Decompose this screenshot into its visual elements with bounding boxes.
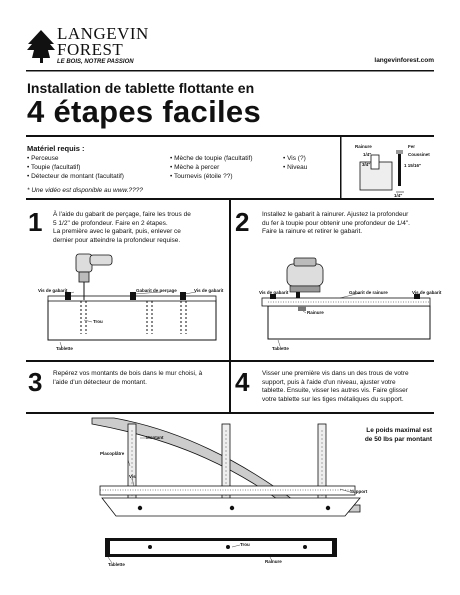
text-line: Faire la rainure et retirer le gabarit. xyxy=(262,228,363,235)
label-vis-gabarit-right-1: Vis de gabarit xyxy=(194,288,224,293)
profile-dim-right: 1 15/16" xyxy=(404,163,422,168)
text-line: Le poids maximal est xyxy=(366,427,432,434)
label-gabarit-percage: Gabarit de perçage xyxy=(136,288,177,293)
list-item: • Mèche de toupie (facultatif) xyxy=(170,155,253,162)
text-line: Visser une première vis dans un des trous de votre xyxy=(262,370,409,377)
label-trou-1: Trou xyxy=(93,319,103,324)
list-item: • Niveau xyxy=(283,164,308,171)
profile-dim-bottom: 1/4" xyxy=(394,193,403,198)
video-note: * Une vidéo est disponible au www.???? xyxy=(27,187,143,194)
text-line: de 50 lbs par montant xyxy=(364,435,432,443)
materials-col1 xyxy=(27,154,124,181)
text-line: À l'aide du gabarit de perçage, faire les trous de xyxy=(53,211,191,218)
page-title: 4 étapes faciles xyxy=(27,94,261,129)
step-number-3: 3 xyxy=(28,367,43,397)
label-placoplatre: Placoplâtre xyxy=(100,451,125,456)
text-line: Repérez vos montants de bois dans le mur choisi, à xyxy=(53,370,203,377)
step-text-2 xyxy=(262,211,410,237)
label-tablette-5: Tablette xyxy=(108,562,125,567)
website-link[interactable]: langevinforest.com xyxy=(374,57,434,64)
step-number-2: 2 xyxy=(235,207,250,237)
text-line: l'aide d'un détecteur de montant. xyxy=(53,378,147,386)
label-vis-gabarit-left-2: Vis de gabarit xyxy=(259,290,289,295)
shelf-top-view-diagram xyxy=(105,538,337,563)
brand-name-line2: FOREST xyxy=(57,40,124,59)
label-rainure-5: Rainure xyxy=(265,559,282,564)
label-tablette-2: Tablette xyxy=(272,346,289,351)
label-trou-5: Trou xyxy=(240,542,250,547)
brand-name-line1: LANGEVIN xyxy=(57,24,149,43)
label-tablette-1: Tablette xyxy=(56,346,73,351)
label-vis-gabarit-left-1: Vis de gabarit xyxy=(38,288,68,293)
brand-tagline: LE BOIS, NOTRE PASSION xyxy=(57,59,134,65)
list-item: • Vis (?) xyxy=(283,155,306,162)
list-item: • Tournevis (étoile ??) xyxy=(170,173,233,180)
drill-icon xyxy=(76,254,112,300)
profile-rainure-label: Rainure xyxy=(355,144,372,149)
label-vis: Vis xyxy=(129,474,136,479)
profile-dim-side: 3/4" xyxy=(362,162,371,167)
text-line: tablette. Ensuite, visser les autres vis. Faire glisser xyxy=(262,387,408,394)
list-item: • Toupie (facultatif) xyxy=(27,164,81,171)
text-line: votre tablette sur les tiges métaliques du support. xyxy=(262,395,404,403)
router-icon xyxy=(287,258,323,298)
label-vis-gabarit-right-2: Vis de gabarit xyxy=(412,290,442,295)
profile-fer-label: Fer xyxy=(408,144,416,149)
label-gabarit-rainure: Gabarit de rainure xyxy=(349,290,388,295)
text-line: dernier pour atteindre la profondeur requise. xyxy=(53,236,181,244)
step-text-3 xyxy=(53,370,202,387)
label-support: Support xyxy=(350,489,368,494)
text-line: La première avec le gabarit, puis, enlever ce xyxy=(53,228,181,235)
list-item: • Mèche à percer xyxy=(170,164,220,171)
step-text-4 xyxy=(262,370,409,404)
text-line: Installez le gabarit à rainurer. Ajustez la profondeur xyxy=(262,211,409,218)
label-rainure-2: Rainure xyxy=(307,310,324,315)
profile-coussinet-label: Coussinet xyxy=(408,152,430,157)
step-number-1: 1 xyxy=(28,207,43,237)
list-item: • Perceuse xyxy=(27,155,59,162)
profile-dim-top: 1/4" xyxy=(363,152,372,157)
router-diagram xyxy=(262,258,430,346)
list-item: • Détecteur de montant (facultatif) xyxy=(27,173,124,180)
page-subtitle: Installation de tablette flottante en xyxy=(27,80,255,96)
text-line: 5 1/2" de profondeur. Faire en 2 étapes. xyxy=(53,219,168,227)
step-number-4: 4 xyxy=(235,367,250,397)
wall-install-diagram xyxy=(92,418,360,516)
materials-col2 xyxy=(170,154,253,181)
materials-col3 xyxy=(283,154,307,172)
materials-title: Matériel requis : xyxy=(27,144,85,153)
max-weight-note xyxy=(365,427,432,444)
text-line: support, puis à l'aide d'un niveau, ajuster votre xyxy=(262,378,396,386)
label-montant: Montant xyxy=(146,435,164,440)
drilling-diagram xyxy=(48,254,216,348)
step-text-1 xyxy=(53,211,191,245)
tree-logo-icon xyxy=(27,30,55,63)
text-line: du fer à toupie pour obtenir une profondeur de 1/4". xyxy=(262,219,410,227)
